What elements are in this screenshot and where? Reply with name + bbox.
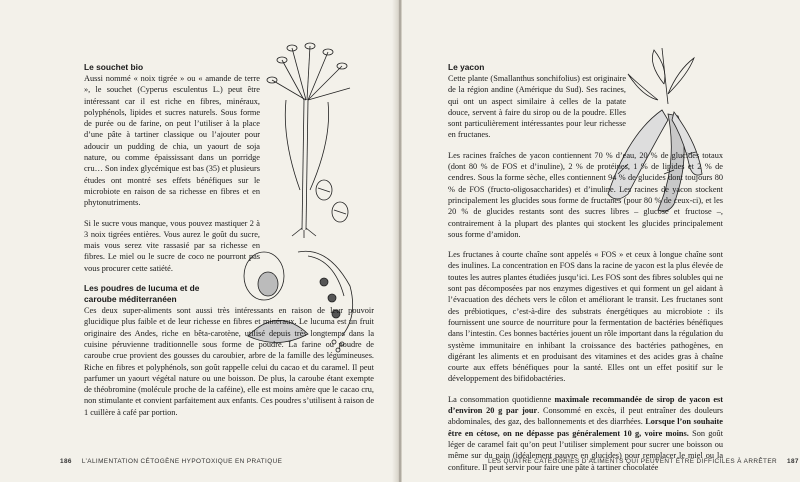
heading-souchet: Le souchet bio bbox=[84, 62, 144, 72]
left-page bbox=[0, 0, 398, 482]
running-title-left: L’ALIMENTATION CÉTOGÈNE HYPOTOXIQUE EN PRATIQUE bbox=[81, 458, 283, 465]
paragraph-yacon-2: Les racines fraîches de yacon contiennent 70 % d’eau, 20 % de glucides totaux (dont 80 % de FOS et d’inuline), 2 % de protéines, 1 % de lipides et 2 % de cendres. Sous la forme sèche, elles contiennent 94 % de glucides dont toujours 80 % de FOS (fructo-oligosaccharides) et d’inuline. Les racines de yacon stockent principalement les glucides sous forme de fructanes (pour 80 % de ceux-ci), et les 20 % de glucides restants sont des sucres libres – glucose et fructose –, contrairement à la plupart des plantes qui stockent les glucides principalement sous forme d’amidon. bbox=[448, 150, 723, 239]
yacon-dose-end: Son goût léger de caramel fait qu’on peut l’utiliser simplement pour sucrer une boisson ou même sur du pain (idéalement pauvre en glucides) pour remplacer le miel ou la confiture. Il peut servir pour faire une pâte à tartiner chocolatée bbox=[448, 428, 724, 472]
paragraph-souchet-1: Aussi nommé « noix tigrée » ou « amande de terre », le souchet (Cyperus esculentus L.) peut être intéressant car il est riche en fibres, minéraux, polyphénols, lipides et sucres naturels. Sous forme de purée ou de farine, on peut l’utiliser à la place d’une pâte à tartiner classique ou l’ajouter pour adoucir un pudding de chia, un yaourt de soja nature, ou comme épaississant dans un porridge cru… Son index glycémique est bas (35) et plusieurs études ont montré ses effets bénéfiques sur le microbiote en raison de sa richesse en fibres et en phytonutriments. bbox=[84, 74, 260, 208]
yacon-dose-bold-2: Lorsque l’on souhaite être en cétose, on ne dépasse pas généralement 10 g, voire moins. bbox=[448, 417, 723, 438]
heading-lucuma-caroube: Les poudres de lucuma et de caroube méditerranéen bbox=[84, 283, 200, 305]
page-number-left: 186 bbox=[60, 458, 72, 465]
right-folio bbox=[488, 458, 799, 465]
paragraph-lucuma-caroube: Ces deux super-aliments sont aussi très intéressants en raison de leur pouvoir glucidique plus faible et de leur richesse en fibres et minéraux. Le lucuma est un fruit originaire des Andes, riche en bêta-carotène, utilisé depuis très longtemps dans la cuisine péruvienne traditionnelle sous forme de poudre. La farine ou poudre de caroube crue provient des gousses du caroubier, arbre de la famille des légumineuses. Riche en fibres et polyphénols, son goût rappelle celui du cacao et du caramel. Il peut parfumer un yaourt végétal nature ou une boisson. De plus, la caroube étant exempte de théobromine (molécule proche de la caféine), elle est moins amère que le cacao cru, non stimulante et convient parfaitement aux enfants. Ces poudres s’utilisent à raison de 1 cuillère à café par portion. bbox=[84, 306, 374, 417]
paragraph-souchet-2: Si le sucre vous manque, vous pouvez mastiquer 2 à 3 noix tigrées entières. Vous aurez le goût du sucre, mais vous serez vite rassasié par sa richesse en fibres. Le miel ou le sucre de coco ne pourront pas vous procurer cette satiété. bbox=[84, 218, 260, 273]
left-folio bbox=[60, 458, 282, 465]
yacon-dose-intro: La consommation quotidienne bbox=[448, 394, 555, 404]
yacon-dose-mid: . Consommé en excès, il peut entraîner des douleurs abdominales, des gaz, des ballonnements et des diarrhées. bbox=[448, 406, 724, 427]
yacon-dose-bold-1: maximale recommandée de sirop de yacon est d’environ 20 g par jour bbox=[448, 394, 723, 416]
page-number-right: 187 bbox=[787, 458, 799, 465]
heading-yacon: Le yacon bbox=[448, 62, 485, 72]
souchet-plant-illustration bbox=[262, 40, 362, 240]
running-title-right: LES QUATRE CATÉGORIES D’ALIMENTS QUI PEUVENT ÊTRE DIFFICILES À ARRÊTER bbox=[488, 458, 777, 465]
paragraph-yacon-3: Les fructanes à courte chaîne sont appelés « FOS » et ceux à longue chaîne sont des inulines. La concentration en FOS dans la racine de yacon est la plus élevée de toutes les autres plantes étudiées jusqu’ici. Les FOS sont des fibres solubles qui ne sont pas décomposées par nos enzymes digestives et qui forment un gel aidant à l’évacuation des déchets vers le côlon et améliorant le transit. Les fructanes sont des prébiotiques, c’est-à-dire des substrats énergétiques au microbiote : ils fournissent une source de nourriture pour la fermentation de bactéries bénéfiques dans l’intestin. Ces bonnes bactéries jouent un rôle important dans la régulation du système immunitaire en inhibant la croissance des bactéries pathogènes, en digérant les aliments et en produisant des vitamines et des acides gras à chaîne courte aux effets bénéfiques pour la santé. Elles ont un effet positif sur le développement des bifidobactéries. bbox=[448, 250, 723, 384]
left-column-text bbox=[84, 62, 374, 427]
right-page bbox=[402, 0, 800, 482]
paragraph-yacon-1: Cette plante (Smallanthus sonchifolius) est originaire de la région andine (Amérique du Sud). Ses racines, qui ont un aspect similaire à celles de la patate douce, servent à faire du sirop ou de la poudre. Elles sont particulièrement intéressantes pour leur richesse en fructanes. bbox=[448, 74, 626, 140]
